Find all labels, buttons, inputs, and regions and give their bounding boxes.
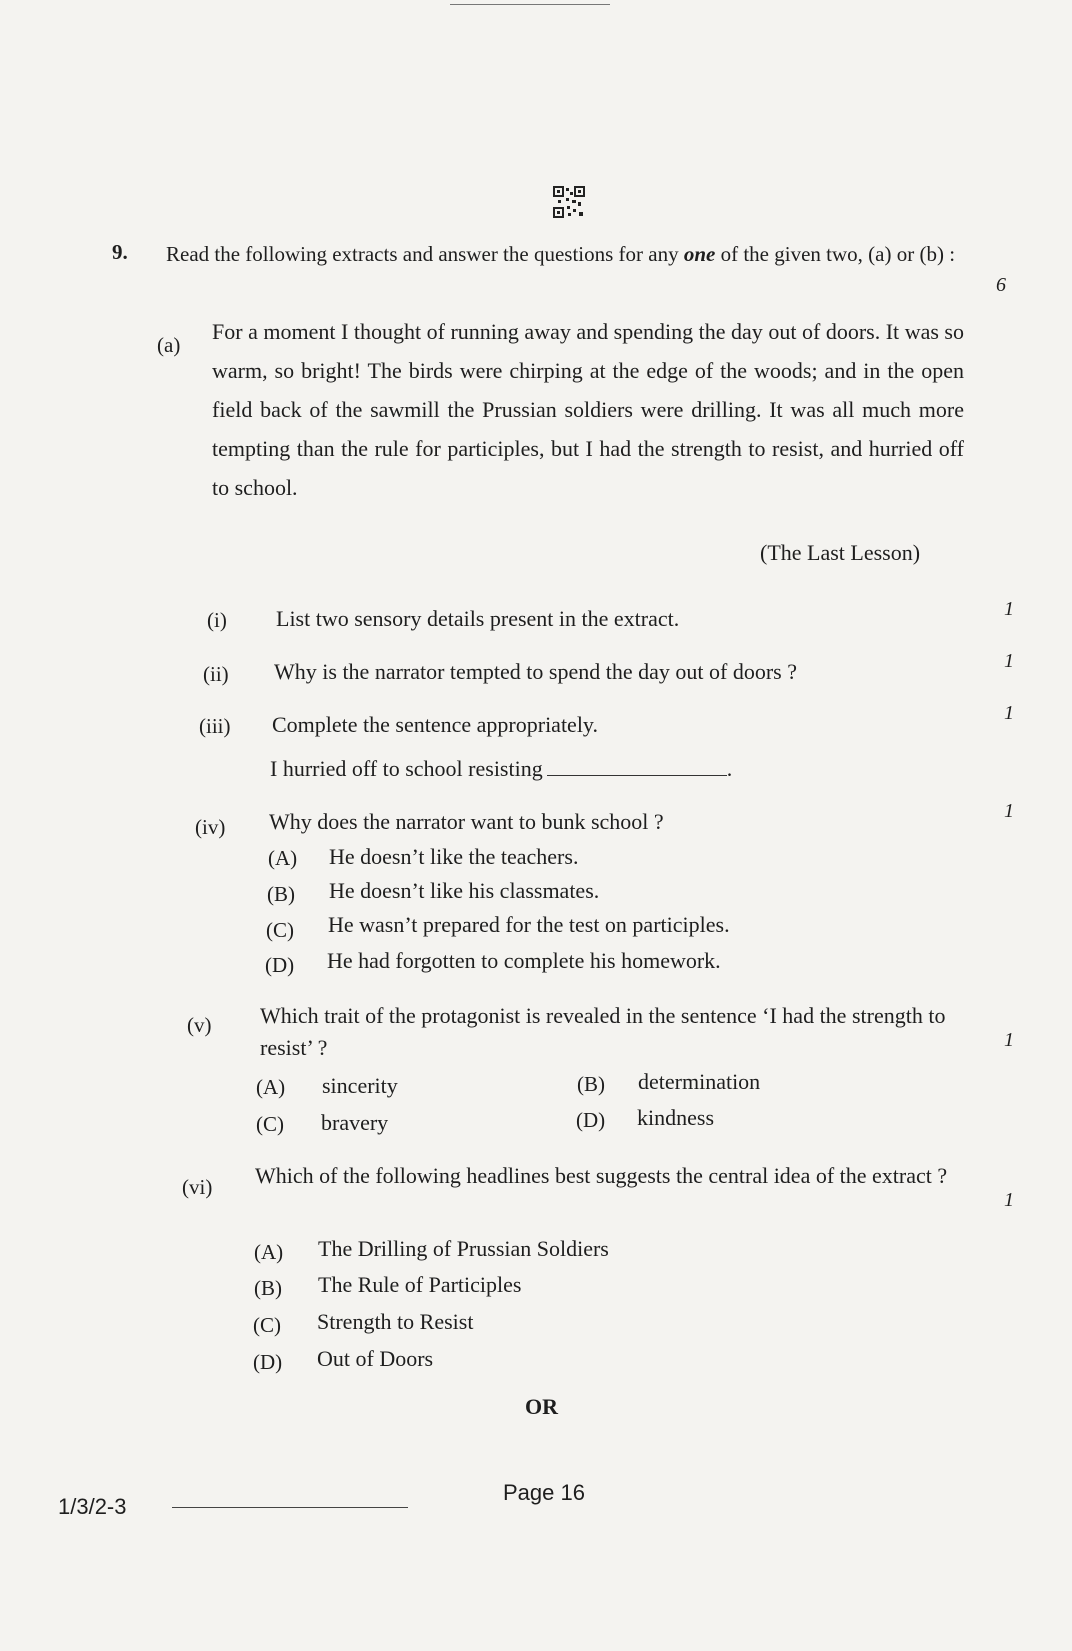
option-label: (B) bbox=[254, 1276, 282, 1300]
option-label: (B) bbox=[267, 882, 295, 906]
option-text: He had forgotten to complete his homework. bbox=[327, 948, 721, 973]
option-label: (C) bbox=[253, 1313, 281, 1337]
option-text: The Drilling of Prussian Soldiers bbox=[318, 1236, 609, 1261]
option-text: Out of Doors bbox=[317, 1346, 434, 1371]
subquestion-text: Complete the sentence appropriately. bbox=[272, 712, 599, 737]
option-text: Strength to Resist bbox=[317, 1309, 474, 1334]
paper-code: 1/3/2-3 bbox=[58, 1494, 127, 1519]
footer-rule bbox=[172, 1507, 408, 1508]
option-label: (C) bbox=[266, 918, 294, 942]
subquestion-text: Why does the narrator want to bunk school ? bbox=[269, 809, 664, 834]
subquestion-label: (v) bbox=[187, 1013, 212, 1037]
option-text: bravery bbox=[321, 1110, 389, 1135]
option-label: (D) bbox=[265, 953, 295, 977]
subquestion-label: (iv) bbox=[195, 815, 226, 839]
or-divider: OR bbox=[525, 1394, 558, 1419]
subquestion-label: (iii) bbox=[199, 714, 231, 738]
option-label: (D) bbox=[253, 1350, 283, 1374]
option-label: (B) bbox=[577, 1072, 605, 1096]
option-text: The Rule of Participles bbox=[318, 1272, 522, 1297]
option-label: (A) bbox=[256, 1075, 286, 1099]
option-text: determination bbox=[638, 1069, 761, 1094]
question-instruction: Read the following extracts and answer the questions for any one of the given two, (a) or (b) : bbox=[166, 242, 956, 266]
fill-in-sentence: I hurried off to school resisting . bbox=[270, 756, 733, 781]
option-text: He wasn’t prepared for the test on participles. bbox=[328, 912, 730, 937]
extract-text: For a moment I thought of running away and spending the day out of doors. It was so warm, so bright! The birds were chirping at the edge of the woods; and in the open field back of the sawmill the Prussian soldiers were drilling. It was all much more tempting than the rule for participles, but I had the strength to resist, and hurried off to school. bbox=[212, 319, 964, 500]
total-marks: 6 bbox=[996, 274, 1006, 296]
subquestion-label: (ii) bbox=[203, 662, 229, 686]
subquestion-label: (vi) bbox=[182, 1175, 213, 1199]
subquestion-text: Which trait of the protagonist is revealed in the sentence ‘I had the strength to resist’ ? bbox=[260, 1003, 946, 1060]
question-number: 9. bbox=[112, 240, 128, 264]
answer-blank bbox=[547, 775, 727, 776]
option-label: (A) bbox=[268, 846, 298, 870]
subquestion-marks: 1 bbox=[1004, 1189, 1014, 1211]
subquestion-marks: 1 bbox=[1004, 1029, 1014, 1051]
emphasis-one: one bbox=[683, 242, 716, 266]
option-text: sincerity bbox=[322, 1073, 398, 1098]
subquestion-marks: 1 bbox=[1004, 598, 1014, 620]
subquestion-marks: 1 bbox=[1004, 702, 1014, 724]
subquestion-marks: 1 bbox=[1004, 650, 1014, 672]
page-number: Page 16 bbox=[503, 1480, 585, 1505]
subquestion-text: Why is the narrator tempted to spend the day out of doors ? bbox=[274, 659, 797, 684]
subquestion-marks: 1 bbox=[1004, 800, 1014, 822]
top-edge-line bbox=[450, 4, 610, 5]
option-text: kindness bbox=[637, 1105, 714, 1130]
part-a-label: (a) bbox=[157, 333, 181, 357]
subquestion-label: (i) bbox=[207, 608, 227, 632]
option-label: (A) bbox=[254, 1240, 284, 1264]
extract-source: (The Last Lesson) bbox=[760, 540, 921, 565]
subquestion-text: Which of the following headlines best suggests the central idea of the extract ? bbox=[255, 1163, 948, 1188]
qr-code-icon bbox=[553, 186, 585, 218]
option-label: (D) bbox=[576, 1108, 606, 1132]
option-text: He doesn’t like the teachers. bbox=[329, 844, 579, 869]
option-text: He doesn’t like his classmates. bbox=[329, 878, 600, 903]
option-label: (C) bbox=[256, 1112, 284, 1136]
subquestion-text: List two sensory details present in the extract. bbox=[276, 606, 680, 631]
